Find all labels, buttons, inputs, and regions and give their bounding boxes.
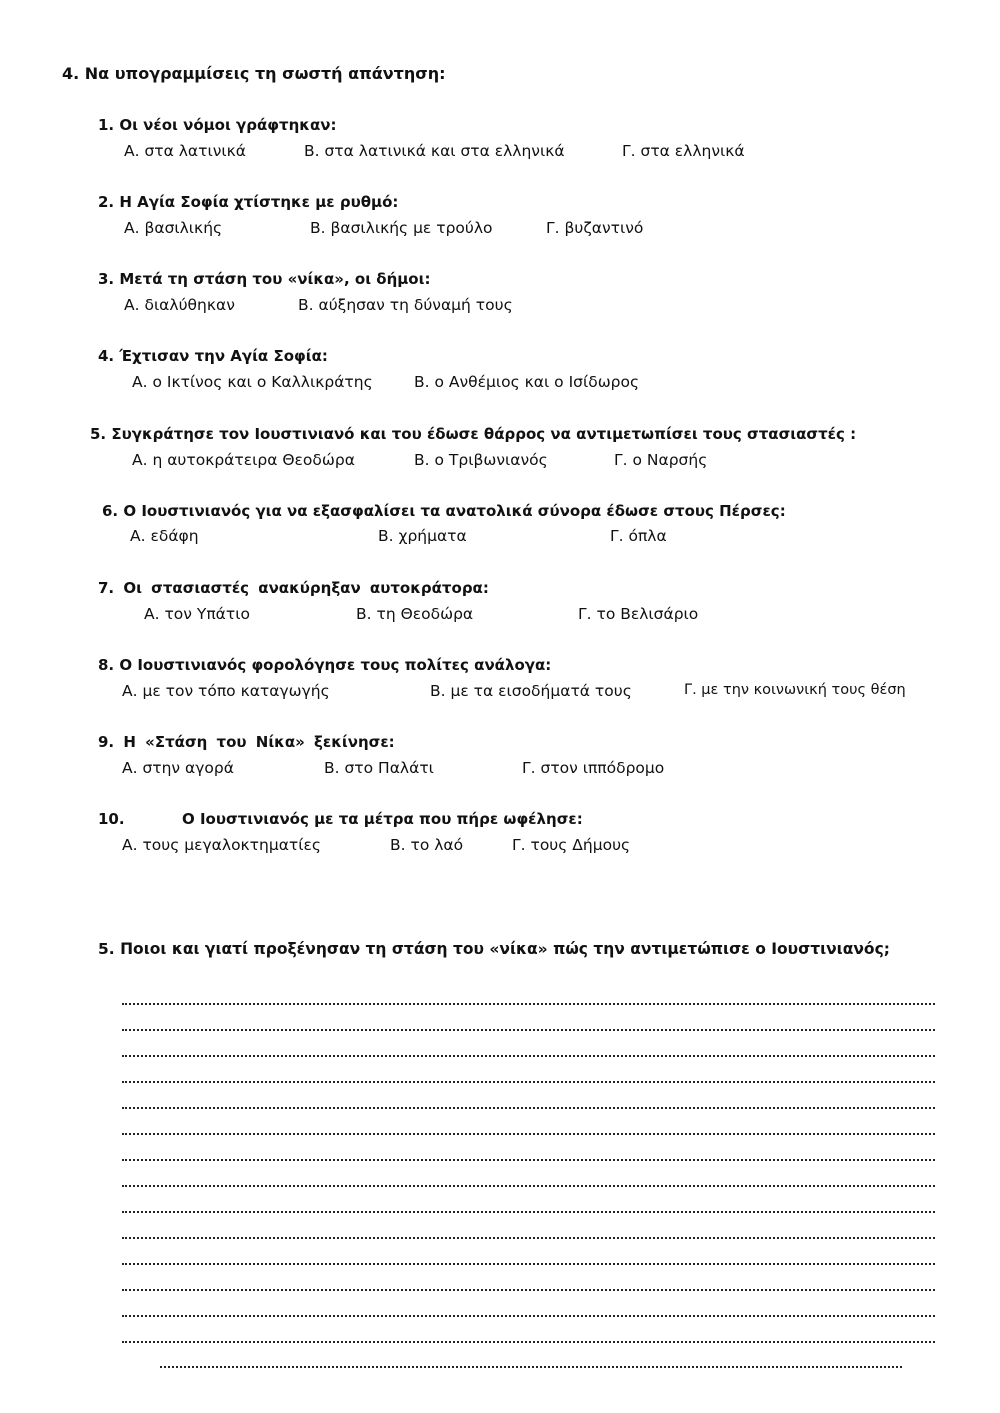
question-2-prompt: 2. Η Αγία Σοφία χτίστηκε με ρυθμό: [98, 193, 399, 211]
answer-line[interactable] [122, 1029, 935, 1031]
answer-line[interactable] [122, 1159, 935, 1161]
question-4-option-a[interactable]: Α. ο Ικτίνος και ο Καλλικράτης [132, 373, 373, 391]
question-8-prompt: 8. Ο Ιουστινιανός φορολόγησε τους πολίτες ανάλογα: [98, 656, 552, 674]
answer-line[interactable] [122, 1263, 935, 1265]
question-10-option-a[interactable]: Α. τους μεγαλοκτηματίες [122, 836, 321, 854]
question-3-option-a[interactable]: Α. διαλύθηκαν [124, 296, 235, 314]
question-7-option-a[interactable]: Α. τον Υπάτιο [144, 605, 250, 623]
question-5-option-a[interactable]: Α. η αυτοκράτειρα Θεοδώρα [132, 451, 355, 469]
answer-line[interactable] [122, 1133, 935, 1135]
question-9-option-c[interactable]: Γ. στον ιππόδρομο [522, 759, 665, 777]
question-7-prompt: 7. Οι στασιαστές ανακύρηξαν αυτοκράτορα: [98, 579, 489, 597]
question-1-option-a[interactable]: Α. στα λατινικά [124, 142, 246, 160]
answer-line[interactable] [122, 1289, 935, 1291]
question-1-prompt: 1. Οι νέοι νόμοι γράφτηκαν: [98, 116, 337, 134]
section-5-title: 5. Ποιοι και γιατί προξένησαν τη στάση του «νίκα» πώς την αντιμετώπισε ο Ιουστινιανός; [98, 940, 890, 958]
question-6-option-b[interactable]: Β. χρήματα [378, 527, 467, 545]
question-5-prompt: 5. Συγκράτησε τον Ιουστινιανό και του έδωσε θάρρος να αντιμετωπίσει τους στασιαστές : [90, 425, 857, 443]
question-1-option-b[interactable]: Β. στα λατινικά και στα ελληνικά [304, 142, 565, 160]
answer-line[interactable] [122, 1081, 935, 1083]
question-9-option-a[interactable]: Α. στην αγορά [122, 759, 234, 777]
question-7-option-c[interactable]: Γ. το Βελισάριο [578, 605, 699, 623]
answer-line[interactable] [122, 1003, 935, 1005]
question-7-option-b[interactable]: Β. τη Θεοδώρα [356, 605, 474, 623]
question-3-option-b[interactable]: Β. αύξησαν τη δύναμή τους [298, 296, 513, 314]
question-2-option-a[interactable]: Α. βασιλικής [124, 219, 223, 237]
question-5-option-b[interactable]: Β. ο Τριβωνιανός [414, 451, 548, 469]
answer-line[interactable] [122, 1185, 935, 1187]
question-9-option-b[interactable]: Β. στο Παλάτι [324, 759, 434, 777]
question-6-option-c[interactable]: Γ. όπλα [610, 527, 667, 545]
question-6-prompt: 6. Ο Ιουστινιανός για να εξασφαλίσει τα ανατολικά σύνορα έδωσε στους Πέρσες: [102, 502, 786, 520]
question-4-option-b[interactable]: Β. ο Ανθέμιος και ο Ισίδωρος [414, 373, 640, 391]
question-10-option-b[interactable]: Β. το λαό [390, 836, 464, 854]
question-8-option-c[interactable]: Γ. με την κοινωνική τους θέση [684, 682, 906, 698]
question-8-option-a[interactable]: Α. με τον τόπο καταγωγής [122, 682, 330, 700]
section-4-title: 4. Να υπογραμμίσεις τη σωστή απάντηση: [62, 64, 446, 83]
question-2-option-c[interactable]: Γ. βυζαντινό [546, 219, 644, 237]
question-10-number: 10. [98, 810, 125, 828]
answer-line[interactable] [122, 1315, 935, 1317]
question-8-option-b[interactable]: Β. με τα εισοδήματά τους [430, 682, 632, 700]
question-6-option-a[interactable]: Α. εδάφη [130, 527, 199, 545]
answer-line[interactable] [122, 1341, 935, 1343]
question-1-option-c[interactable]: Γ. στα ελληνικά [622, 142, 745, 160]
question-10-option-c[interactable]: Γ. τους Δήμους [512, 836, 631, 854]
answer-line[interactable] [122, 1107, 935, 1109]
answer-line[interactable] [160, 1366, 902, 1368]
question-5-option-c[interactable]: Γ. ο Ναρσής [614, 451, 708, 469]
question-2-option-b[interactable]: Β. βασιλικής με τρούλο [310, 219, 493, 237]
question-10-prompt: Ο Ιουστινιανός με τα μέτρα που πήρε ωφέλησε: [182, 810, 583, 828]
answer-line[interactable] [122, 1211, 935, 1213]
question-3-prompt: 3. Μετά τη στάση του «νίκα», οι δήμοι: [98, 270, 431, 288]
answer-line[interactable] [122, 1237, 935, 1239]
answer-line[interactable] [122, 1055, 935, 1057]
question-9-prompt: 9. Η «Στάση του Νίκα» ξεκίνησε: [98, 733, 395, 751]
question-4-prompt: 4. Έχτισαν την Αγία Σοφία: [98, 347, 328, 365]
